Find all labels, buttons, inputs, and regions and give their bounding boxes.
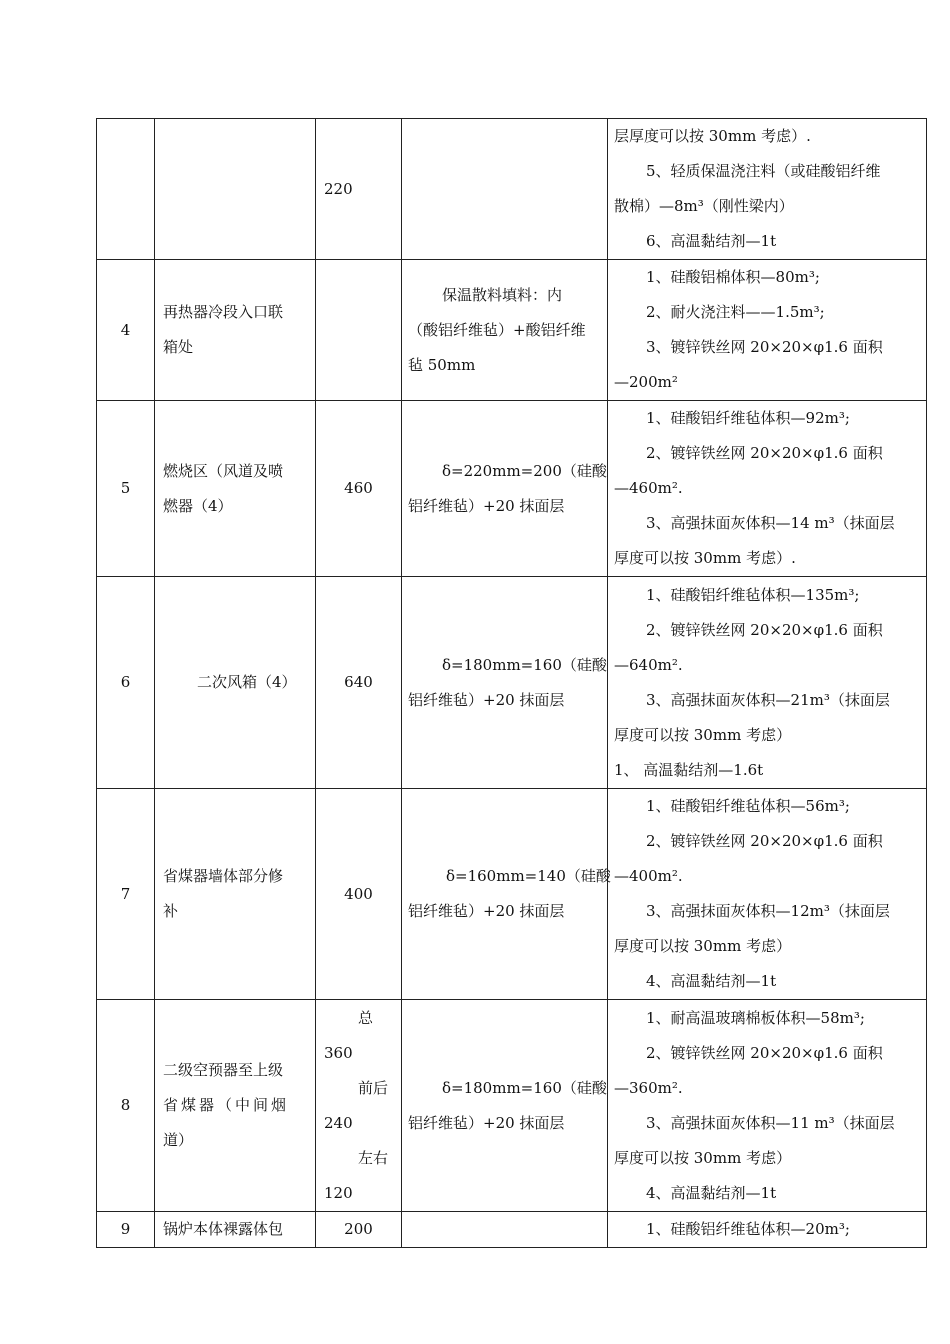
position-cell <box>155 789 316 1000</box>
row-number: 9 <box>97 1212 155 1248</box>
position-line: 再热器冷段入口联 <box>163 303 284 321</box>
area-line: 总 <box>358 1008 374 1027</box>
spec-line: 铝纤维毡）+20 抹面层 <box>408 1113 565 1132</box>
position-line: 二次风箱（4） <box>197 673 297 691</box>
spec-cell <box>402 401 608 577</box>
material-line: 2、耐火浇注料——1.5m³; <box>646 303 825 321</box>
material-line: 2、镀锌铁丝网 20×20×φ1.6 面积 <box>646 620 883 639</box>
position-cell <box>155 1000 316 1212</box>
materials-cell <box>608 789 927 1000</box>
spec-line: δ=220mm=200（硅酸 <box>442 461 607 480</box>
materials-cell <box>608 1000 927 1212</box>
material-line: —400m². <box>614 867 683 885</box>
material-line: 2、镀锌铁丝网 20×20×φ1.6 面积 <box>646 832 883 850</box>
row-number <box>97 119 155 260</box>
spec-line: 保温散料填料：内 <box>442 285 563 304</box>
table-row <box>97 260 927 401</box>
position-line: 补 <box>163 902 179 920</box>
materials-cell <box>608 1212 927 1248</box>
materials-table <box>96 118 927 1248</box>
position-line: 锅炉本体裸露体包 <box>163 1220 284 1238</box>
material-line: 5、轻质保温浇注料（或硅酸铝纤维 <box>646 162 881 180</box>
materials-cell <box>608 401 927 577</box>
material-line: 3、高强抹面灰体积—14 m³（抹面层 <box>646 514 895 532</box>
area-line: 240 <box>324 1113 353 1132</box>
position-cell <box>155 260 316 401</box>
material-line: 3、高强抹面灰体积—21m³（抹面层 <box>646 690 890 709</box>
material-line: 层厚度可以按 30mm 考虑）. <box>614 127 811 145</box>
position-line: 省煤器墙体部分修 <box>163 867 284 885</box>
spec-line: （酸铝纤维毡）+酸铝纤维 <box>408 320 586 339</box>
material-line: 3、高强抹面灰体积—11 m³（抹面层 <box>646 1113 895 1132</box>
area-line: 400 <box>344 884 373 903</box>
material-line: 厚度可以按 30mm 考虑）. <box>614 549 796 567</box>
area-line: 左右 <box>358 1148 389 1167</box>
materials-cell <box>608 119 927 260</box>
material-line: 散棉）—8m³（刚性梁内） <box>614 197 794 215</box>
position-line: 道） <box>163 1131 194 1149</box>
area-line: 360 <box>324 1043 353 1062</box>
material-line: 2、镀锌铁丝网 20×20×φ1.6 面积 <box>646 1043 883 1062</box>
table-row <box>97 401 927 577</box>
material-line: 2、镀锌铁丝网 20×20×φ1.6 面积 <box>646 444 883 462</box>
table-row <box>97 577 927 789</box>
area-cell <box>316 260 402 401</box>
materials-cell <box>608 260 927 401</box>
position-cell <box>155 1212 316 1248</box>
spec-line: 毡 50mm <box>408 355 476 374</box>
spec-line: 铝纤维毡）+20 抹面层 <box>408 902 565 920</box>
area-line: 640 <box>344 673 373 691</box>
spec-cell <box>402 1000 608 1212</box>
material-line: 1、硅酸铝纤维毡体积—135m³; <box>646 585 860 604</box>
spec-cell <box>402 119 608 260</box>
row-number: 5 <box>97 401 155 577</box>
area-line: 200 <box>344 1220 373 1238</box>
materials-cell <box>608 577 927 789</box>
position-cell <box>155 119 316 260</box>
material-line: 厚度可以按 30mm 考虑） <box>614 725 792 744</box>
table-row <box>97 1000 927 1212</box>
material-line: 1、 高温黏结剂—1.6t <box>614 760 764 779</box>
material-line: 1、硅酸铝棉体积—80m³; <box>646 268 820 286</box>
position-cell <box>155 401 316 577</box>
position-line: 燃烧区（风道及喷 <box>163 461 284 480</box>
table-row <box>97 789 927 1000</box>
position-line: 箱处 <box>163 338 194 356</box>
material-line: 6、高温黏结剂—1t <box>646 232 777 250</box>
material-line: 1、硅酸铝纤维毡体积—20m³; <box>646 1220 850 1238</box>
spec-cell <box>402 1212 608 1248</box>
area-cell <box>316 789 402 1000</box>
table-row <box>97 119 927 260</box>
spec-cell <box>402 577 608 789</box>
spec-cell <box>402 789 611 1000</box>
spec-line: δ=160mm=140（硅酸 <box>446 867 611 885</box>
area-line: 220 <box>324 179 353 198</box>
spec-cell <box>402 260 608 401</box>
area-cell <box>316 1212 402 1248</box>
material-line: 4、高温黏结剂—1t <box>646 972 777 990</box>
row-number: 4 <box>97 260 155 401</box>
material-line: 4、高温黏结剂—1t <box>646 1183 777 1202</box>
material-line: —460m². <box>614 479 683 497</box>
table-row <box>97 1212 927 1248</box>
area-cell <box>316 401 402 577</box>
material-line: 3、高强抹面灰体积—12m³（抹面层 <box>646 902 890 920</box>
material-line: 1、硅酸铝纤维毡体积—92m³; <box>646 409 850 427</box>
row-number: 8 <box>97 1000 155 1212</box>
position-line: 燃器（4） <box>163 496 233 515</box>
material-line: 1、硅酸铝纤维毡体积—56m³; <box>646 797 850 815</box>
spec-line: 铝纤维毡）+20 抹面层 <box>408 496 565 515</box>
material-line: 3、镀锌铁丝网 20×20×φ1.6 面积 <box>646 338 883 356</box>
material-line: —640m². <box>614 655 683 674</box>
spec-line: δ=180mm=160（硅酸 <box>442 655 607 674</box>
material-line: 厚度可以按 30mm 考虑） <box>614 937 792 955</box>
material-line: —200m² <box>614 373 678 391</box>
material-line: 厚度可以按 30mm 考虑） <box>614 1148 792 1167</box>
position-line: 省煤器（中间烟 <box>163 1096 290 1114</box>
position-line: 二级空预器至上级 <box>163 1061 284 1079</box>
spec-line: 铝纤维毡）+20 抹面层 <box>408 690 565 709</box>
area-cell <box>316 1000 402 1212</box>
material-line: —360m². <box>614 1078 683 1097</box>
material-line: 1、耐高温玻璃棉板体积—58m³; <box>646 1008 865 1027</box>
area-line: 120 <box>324 1183 353 1202</box>
area-line: 460 <box>344 479 373 497</box>
spec-line: δ=180mm=160（硅酸 <box>442 1078 607 1097</box>
area-line: 前后 <box>358 1078 389 1097</box>
area-cell <box>316 577 402 789</box>
row-number: 6 <box>97 577 155 789</box>
row-number: 7 <box>97 789 155 1000</box>
position-cell <box>155 577 316 789</box>
area-cell <box>316 119 402 260</box>
